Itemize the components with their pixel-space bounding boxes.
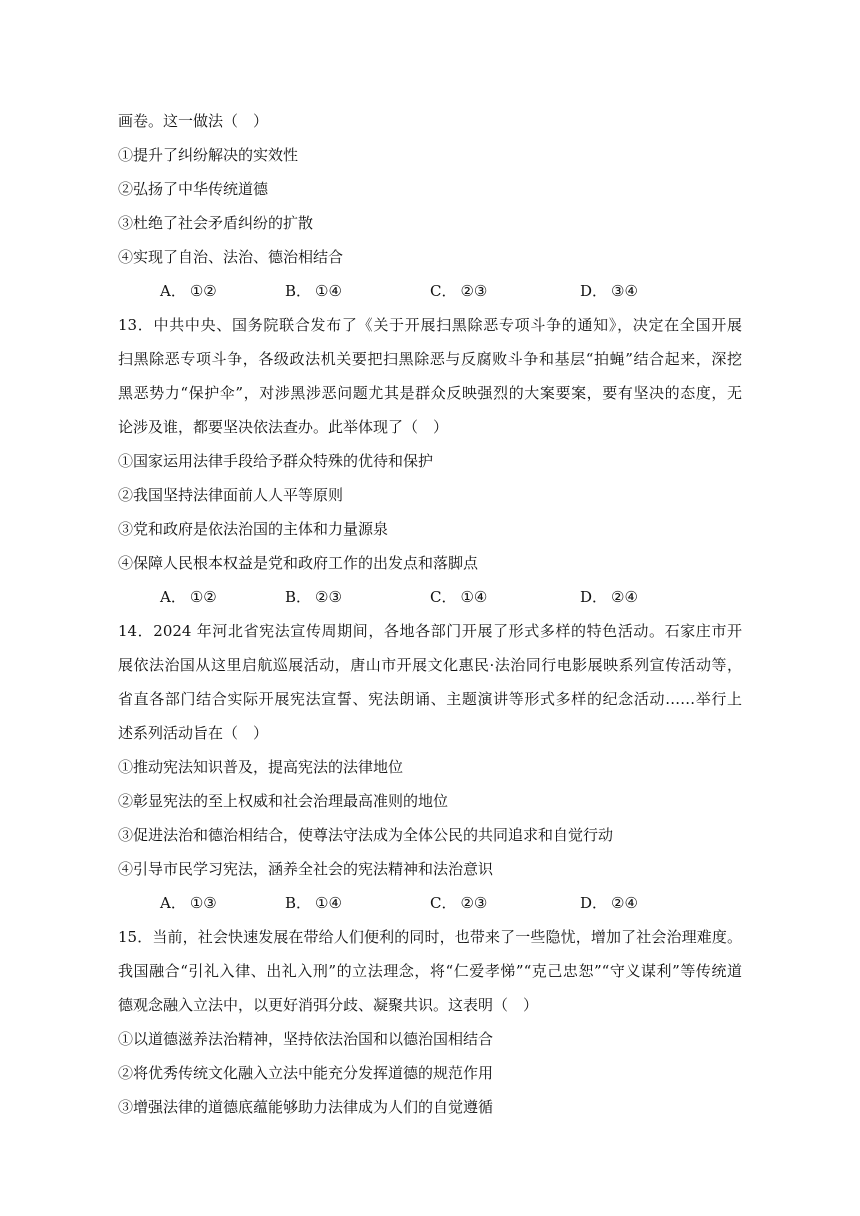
option-line: ②彰显宪法的至上权威和社会治理最高准则的地位 xyxy=(118,792,449,810)
option-line: ①以道德滋养法治精神，坚持依法治国和以德治国相结合 xyxy=(118,1030,494,1048)
choice-a: A． ①③ xyxy=(160,894,217,912)
choice-b: B． ①④ xyxy=(285,282,342,300)
option-line: ③促进法治和德治相结合，使尊法守法成为全体公民的共同追求和自觉行动 xyxy=(118,826,614,844)
answer-choices xyxy=(118,274,742,308)
choice-c: C． ①④ xyxy=(430,588,488,606)
question-stem-line: 论涉及谁，都要坚决依法查办。此举体现了（ ） xyxy=(118,418,449,436)
choice-c: C． ②③ xyxy=(430,894,488,912)
question-stem-line: 德观念融入立法中，以更好消弭分歧、凝聚共识。这表明（ ） xyxy=(118,996,539,1014)
question-stem-line: 省直各部门结合实际开展宪法宣誓、宪法朗诵、主题演讲等形式多样的纪念活动……举行上 xyxy=(118,690,742,708)
question-stem-line: 画卷。这一做法（ ） xyxy=(118,112,269,130)
option-line: ③杜绝了社会矛盾纠纷的扩散 xyxy=(118,214,314,232)
question-stem-line: 扫黑除恶专项斗争，各级政法机关要把扫黑除恶与反腐败斗争和基层“拍蝇”结合起来，深挖 xyxy=(118,350,742,368)
choice-d: D． ②④ xyxy=(580,894,638,912)
choice-b: B． ①④ xyxy=(285,894,342,912)
option-line: ③党和政府是依法治国的主体和力量源泉 xyxy=(118,520,389,538)
question-stem-line: 14．2024 年河北省宪法宣传周期间，各地各部门开展了形式多样的特色活动。石家庄市开 xyxy=(118,622,742,640)
option-line: ③增强法律的道德底蕴能够助力法律成为人们的自觉遵循 xyxy=(118,1098,494,1116)
question-stem-line: 黑恶势力“保护伞”，对涉黑涉恶问题尤其是群众反映强烈的大案要案，要有坚决的态度，无 xyxy=(118,384,742,402)
document-page xyxy=(118,104,742,1124)
question-stem-line: 13．中共中央、国务院联合发布了《关于开展扫黑除恶专项斗争的通知》，决定在全国开展 xyxy=(118,316,742,334)
choice-b: B． ②③ xyxy=(285,588,342,606)
answer-choices xyxy=(118,580,742,614)
question-12 xyxy=(118,104,742,308)
option-line: ④引导市民学习宪法，涵养全社会的宪法精神和法治意识 xyxy=(118,860,494,878)
choice-c: C． ②③ xyxy=(430,282,488,300)
option-line: ②将优秀传统文化融入立法中能充分发挥道德的规范作用 xyxy=(118,1064,494,1082)
option-line: ①提升了纠纷解决的实效性 xyxy=(118,146,299,164)
option-line: ①国家运用法律手段给予群众特殊的优待和保护 xyxy=(118,452,434,470)
question-13 xyxy=(118,308,742,614)
question-stem-line: 我国融合“引礼入律、出礼入刑”的立法理念，将“仁爱孝悌”“克己忠恕”“守义谋利”等传统道 xyxy=(118,962,742,980)
question-stem-line: 15．当前，社会快速发展在带给人们便利的同时，也带来了一些隐忧，增加了社会治理难度。 xyxy=(118,928,742,946)
question-stem-line: 展依法治国从这里启航巡展活动，唐山市开展文化惠民·法治同行电影展映系列宣传活动等， xyxy=(118,656,742,674)
question-stem-line: 述系列活动旨在（ ） xyxy=(118,724,269,742)
option-line: ①推动宪法知识普及，提高宪法的法律地位 xyxy=(118,758,404,776)
choice-a: A． ①② xyxy=(160,282,217,300)
question-15 xyxy=(118,920,742,1124)
option-line: ④保障人民根本权益是党和政府工作的出发点和落脚点 xyxy=(118,554,479,572)
choice-d: D． ③④ xyxy=(580,282,638,300)
option-line: ④实现了自治、法治、德治相结合 xyxy=(118,248,344,266)
question-14 xyxy=(118,614,742,920)
answer-choices xyxy=(118,886,742,920)
option-line: ②我国坚持法律面前人人平等原则 xyxy=(118,486,344,504)
option-line: ②弘扬了中华传统道德 xyxy=(118,180,269,198)
choice-a: A． ①② xyxy=(160,588,217,606)
choice-d: D． ②④ xyxy=(580,588,638,606)
